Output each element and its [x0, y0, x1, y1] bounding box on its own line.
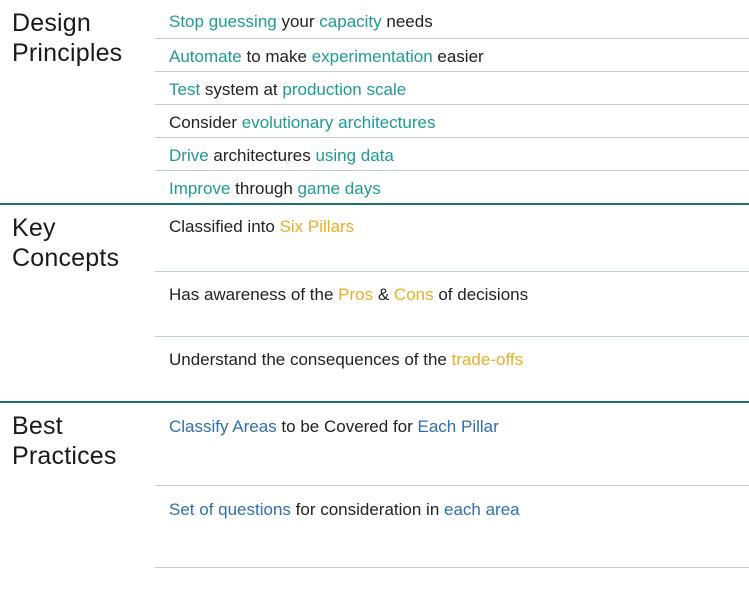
- row-segment: Cons: [393, 285, 434, 304]
- list-item[interactable]: [155, 170, 749, 203]
- rows-key-concepts: [155, 205, 749, 401]
- row-segment: Automate: [169, 47, 242, 66]
- list-item[interactable]: [155, 485, 749, 567]
- row-segment: easier: [432, 47, 484, 66]
- row-segment: Has awareness of the: [169, 285, 339, 304]
- section-best-practices: [0, 401, 749, 609]
- row-segment: game days: [297, 179, 381, 198]
- row-segment: each area: [444, 500, 520, 519]
- row-segment: Test: [169, 80, 201, 99]
- section-title-design-principles: Design Principles: [12, 9, 123, 67]
- row-segment: your: [276, 12, 320, 31]
- row-segment: Pros: [338, 285, 374, 304]
- row-segment: Six Pillars: [279, 217, 355, 236]
- row-segment: &: [373, 285, 394, 304]
- list-item[interactable]: [155, 403, 749, 485]
- list-item[interactable]: [155, 0, 749, 38]
- row-segment: Stop guessing: [169, 12, 277, 31]
- row-segment: architectures: [208, 146, 316, 165]
- row-segment: to be Covered for: [276, 417, 418, 436]
- list-item[interactable]: [155, 271, 749, 336]
- row-segment: to make: [241, 47, 312, 66]
- list-item[interactable]: [155, 38, 749, 71]
- row-segment: production scale: [282, 80, 407, 99]
- row-segment: evolutionary architectures: [241, 113, 436, 132]
- section-design-principles: [0, 0, 749, 203]
- row-segment: capacity: [319, 12, 382, 31]
- row-segment: Set of questions: [169, 500, 291, 519]
- list-item[interactable]: [155, 336, 749, 401]
- row-segment: Each Pillar: [417, 417, 499, 436]
- list-item[interactable]: [155, 71, 749, 104]
- list-item[interactable]: [155, 104, 749, 137]
- section-title-best-practices: Best Practices: [12, 412, 117, 470]
- row-segment: Classified into: [169, 217, 280, 236]
- row-segment: Consider: [169, 113, 242, 132]
- row-segment: Drive: [169, 146, 209, 165]
- row-segment: of decisions: [433, 285, 529, 304]
- rows-design-principles: [155, 0, 749, 203]
- row-segment: trade-offs: [451, 350, 524, 369]
- row-segment: using data: [315, 146, 394, 165]
- section-title-key-concepts: Key Concepts: [12, 214, 120, 272]
- row-segment: Classify Areas: [169, 417, 277, 436]
- row-segment: Improve: [169, 179, 231, 198]
- row-segment: through: [230, 179, 298, 198]
- rows-best-practices: [155, 403, 749, 609]
- row-segment: experimentation: [311, 47, 433, 66]
- list-item[interactable]: [155, 137, 749, 170]
- section-key-concepts: [0, 203, 749, 401]
- row-segment: for consideration in: [290, 500, 445, 519]
- row-segment: needs: [381, 12, 433, 31]
- row-segment: system at: [200, 80, 283, 99]
- list-item[interactable]: [155, 567, 749, 609]
- row-segment: Understand the consequences of the: [169, 350, 452, 369]
- list-item[interactable]: [155, 205, 749, 271]
